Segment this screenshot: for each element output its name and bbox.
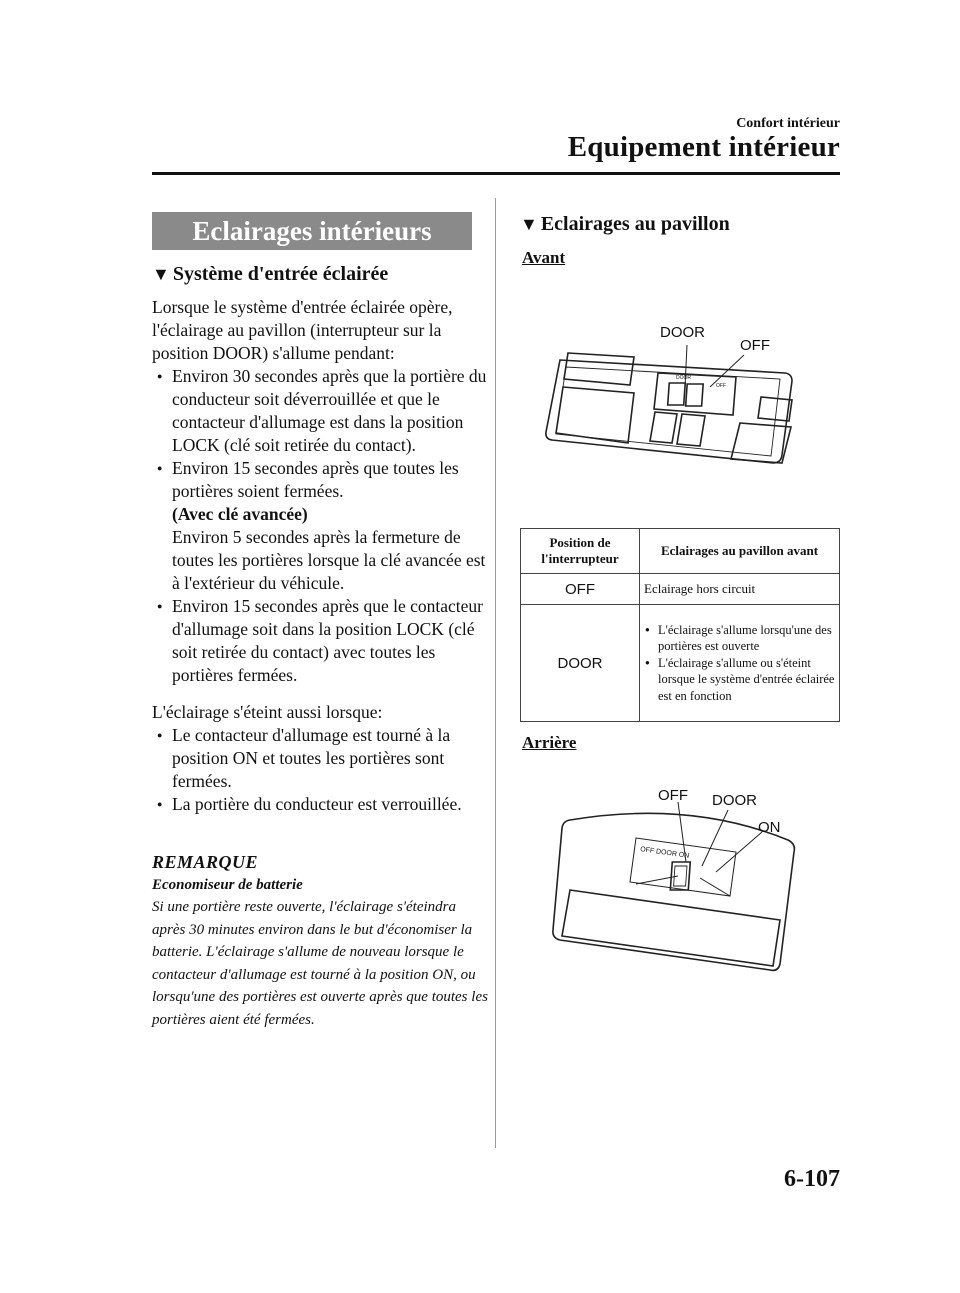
bullet-icon (157, 365, 162, 389)
map-light-button-left (650, 412, 677, 443)
bullet-icon (157, 595, 162, 619)
left-body (152, 296, 492, 816)
left-big-lens (556, 387, 634, 443)
note-title: REMARQUE (152, 852, 259, 872)
map-light-button-right (677, 414, 705, 446)
on-conditions-list (152, 365, 492, 687)
bullet-icon (157, 793, 162, 817)
section-title: Equipement intérieur (567, 131, 840, 163)
switch-door-text: DOOR (676, 375, 691, 381)
section-banner: Eclairages intérieurs (152, 212, 472, 250)
bullet-icon (157, 724, 162, 748)
column-divider (495, 198, 496, 1148)
list-item: ● Environ 15 secondes après que le contacteur d'allumage soit dans la position LOCK (clé soit retirée du contact) avec toutes les portières fermées. (152, 595, 492, 687)
table-row (521, 574, 840, 605)
advanced-key-text: Environ 5 secondes après la fermeture de toutes les portières lorsque la clé avancée est à l'extérieur du véhicule. (172, 527, 486, 593)
list-item: ● Environ 15 secondes après que toutes les portières soient fermées. (Avec clé avancée) Environ 5 secondes après la fermeture de toutes les portières lorsque la clé avancée est à l'extérieur du véhicule. (152, 457, 492, 595)
rear-housing-outline (553, 813, 795, 970)
table-cell-list (644, 622, 835, 705)
bullet-icon (157, 457, 162, 481)
off-intro-paragraph: L'éclairage s'éteint aussi lorsque: (152, 702, 383, 722)
off-callout-text: OFF (740, 337, 770, 354)
door-callout-text: DOOR (660, 324, 705, 341)
header-rule (152, 172, 840, 175)
table-cell-description: Eclairage hors circuit (640, 574, 840, 605)
table-cell-position: DOOR (521, 605, 640, 722)
table-row (521, 605, 840, 722)
switch-right-key (686, 384, 704, 406)
list-item: ● Environ 30 secondes après que la portière du conducteur soit déverrouillée et que le contacteur d'allumage est dans la position LOCK (clé soit retirée du contact). (152, 365, 492, 457)
table-header-row (521, 529, 840, 574)
subheading-text: Système d'entrée éclairée (172, 263, 389, 285)
switch-off-text: OFF (716, 383, 726, 389)
chapter-title: Confort intérieur (736, 116, 840, 131)
intro-paragraph: Lorsque le système d'entrée éclairée opère, l'éclairage au pavillon (interrupteur sur la position DOOR) s'allume pendant: (152, 297, 453, 363)
subheading-illuminated-entry (152, 263, 388, 286)
rear-on-callout-text: ON (758, 819, 781, 836)
front-panel-outline (546, 360, 792, 463)
table-cell-description (640, 605, 840, 722)
down-triangle-icon: ▼ (520, 214, 538, 234)
switch-left-key (668, 383, 686, 405)
front-overhead-light-illustration (530, 315, 820, 485)
down-triangle-icon: ▼ (152, 264, 170, 284)
note-box (152, 852, 492, 1031)
list-item: ● L'éclairage s'allume lorsqu'une des portières est ouverte (644, 622, 835, 655)
rear-door-callout-text: DOOR (712, 792, 757, 809)
rear-switch-labels-text: OFF DOOR ON (639, 846, 690, 860)
table-cell-position: OFF (521, 574, 640, 605)
rear-overhead-light-illustration (540, 780, 800, 980)
note-text: Si une portière reste ouverte, l'éclairage s'éteindra après 30 minutes environ dans le but d'économiser la batterie. L'éclairage s'allume de nouveau lorsque le contacteur d'allumage est tourné à la position ON, ou lorsqu'une des portières est ouverte après que toutes les portières aient été fermées. (152, 899, 488, 1028)
page-number: 6-107 (784, 1166, 840, 1192)
off-conditions-list (152, 724, 492, 816)
front-light-table (520, 528, 840, 722)
rear-off-callout-text: OFF (658, 787, 688, 804)
advanced-key-title: (Avec clé avancée) (172, 504, 308, 524)
subheading-text: Eclairages au pavillon (540, 213, 730, 235)
rear-lens (562, 890, 780, 966)
front-label: Avant (522, 248, 566, 267)
table-header-description: Eclairages au pavillon avant (640, 529, 840, 574)
list-item: ● L'éclairage s'allume ou s'éteint lorsque le système d'entrée éclairée est en fonction (644, 655, 835, 705)
list-item: ● La portière du conducteur est verrouillée. (152, 793, 492, 816)
switch-housing (654, 373, 736, 415)
table-header-position: Position de l'interrupteur (521, 529, 640, 574)
rear-label: Arrière (522, 733, 577, 752)
note-subtitle: Economiseur de batterie (152, 877, 303, 893)
list-item: ● Le contacteur d'allumage est tourné à la position ON et toutes les portières sont fermées. (152, 724, 492, 793)
rear-switch-edge-right (700, 878, 730, 896)
subheading-overhead-lights (520, 213, 730, 236)
rear-on-callout-line (716, 832, 762, 872)
